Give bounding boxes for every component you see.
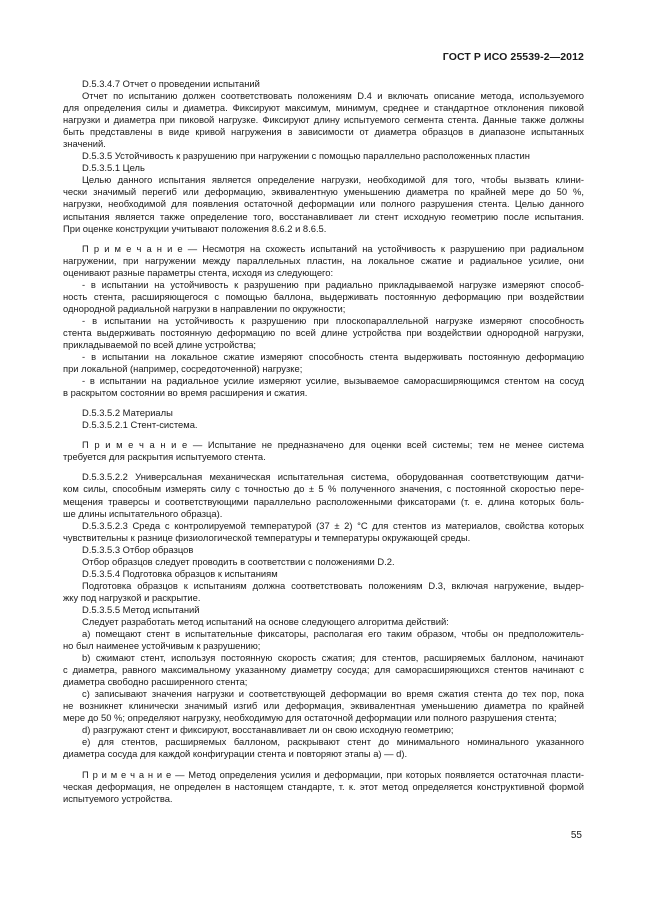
text-line: испытуемого устройства. xyxy=(63,792,173,804)
paragraph xyxy=(63,375,584,399)
standard-header: ГОСТ Р ИСО 25539-2—2012 xyxy=(442,51,584,63)
paragraph xyxy=(63,78,584,90)
text-line: Отбор образцов следует проводить в соответствии с положениями D.2. xyxy=(82,555,395,567)
text-line: - в испытании на локальное сжатие измеряют способность стента выдерживать постоянную деформацию xyxy=(82,351,584,363)
text-line: Отчет по испытанию должен соответствовать положениям D.4 и включать описание метода, используемого xyxy=(82,90,584,102)
paragraph xyxy=(63,544,584,556)
paragraph xyxy=(63,439,584,463)
paragraph xyxy=(63,736,584,760)
text-line: диаметра свободно расширенного стента; xyxy=(63,676,248,688)
text-line: не возникнет клинически значимый изгиб или деформация, эквивалентная уменьшению диаметра по крайней xyxy=(63,700,584,712)
text-line: оценивают разные параметры стента, исходя из следующего: xyxy=(63,266,334,278)
text-line: П р и м е ч а н и е — Испытание не предназначено для оценки всей системы; тем не менее система xyxy=(82,439,584,451)
text-line: D.5.3.5 Устойчивость к разрушению при нагружении с помощью параллельно расположенных пластин xyxy=(82,150,530,162)
text-line: для определения силы и диаметра. Фиксируют максимум, минимум, среднее и стандартное отклонения пиковой xyxy=(63,102,584,114)
paragraph xyxy=(63,652,584,688)
paragraph xyxy=(63,419,584,431)
paragraph xyxy=(63,580,584,604)
paragraph xyxy=(63,568,584,580)
text-line: a) помещают стент в испытательные фиксаторы, располагая его таким образом, чтобы он предположитель- xyxy=(82,628,584,640)
text-line: мещения траверсы и соответствующими параллельно расположенными фиксаторами (т. е. длина которых боль- xyxy=(63,495,584,507)
paragraph xyxy=(63,150,584,162)
paragraph xyxy=(63,315,584,351)
text-line: Следует разработать метод испытаний на основе следующего алгоритма действий: xyxy=(82,615,449,627)
text-line: b) сжимают стент, используя постоянную скорость сжатия; для стентов, расширяемых баллоном, начинают xyxy=(82,652,584,664)
text-line: нагружении, при нагружении между параллельных пластин, на локальное сжатие и радиальное усилие, они xyxy=(63,254,584,266)
text-line: ше длины испытательного образца). xyxy=(63,507,223,519)
text-line: но был наименее устойчивым к разрушению; xyxy=(63,640,261,652)
text-line: ность стента, расширяющегося с помощью баллона, выдерживать постоянную деформацию при воздействии xyxy=(63,290,584,302)
document-body xyxy=(63,78,584,805)
text-line: чески значимый перегиб или деформацию, эквивалентную уменьшению диаметра по крайней мере до 50 %, xyxy=(63,186,584,198)
text-line: в раскрытом состоянии во время расширения и сжатия. xyxy=(63,387,308,399)
text-line: - в испытании на устойчивость к разрушению при плоскопараллельной нагрузке измеряют способность xyxy=(82,314,584,326)
paragraph-gap xyxy=(63,463,584,471)
paragraph xyxy=(63,520,584,544)
paragraph xyxy=(63,556,584,568)
text-line: значений. xyxy=(63,138,106,150)
text-line: мере до 50 %; определяют нагрузку, необходимую для остаточной деформации или полного разрушения стента; xyxy=(63,712,557,724)
text-line: нагрузки, необходимой для появления остаточной деформации или полного разрушения стента. Целью данного xyxy=(63,198,584,210)
text-line: жку под нагрузкой и раскрытие. xyxy=(63,591,201,603)
text-line: стента выдерживать постоянную деформацию по всей длине устройства при воздействии однородной нагрузки, xyxy=(63,326,584,338)
text-line: однородной радиальной нагрузки в направлении по окружности; xyxy=(63,302,346,314)
paragraph-gap xyxy=(63,235,584,243)
text-line: D.5.3.5.4 Подготовка образцов к испытаниям xyxy=(82,567,278,579)
text-line: чувствительны к разнице физиологической температуры и температуры окружающей среды. xyxy=(63,531,471,543)
text-line: D.5.3.5.2.1 Стент-система. xyxy=(82,419,198,431)
paragraph xyxy=(63,769,584,805)
text-line: D.5.3.5.3 Отбор образцов xyxy=(82,543,194,555)
paragraph xyxy=(63,604,584,616)
text-line: Целью данного испытания является определение нагрузки, необходимой для того, чтобы вызвать клини- xyxy=(82,174,584,186)
text-line: - в испытании на радиальное усилие измеряют усилие, вызываемое саморасширяющимся стентом на сосуд xyxy=(82,375,584,387)
text-line: e) для стентов, расширяемых баллоном, раскрывают стент до минимального номинального указанного xyxy=(82,736,584,748)
paragraph-gap xyxy=(63,761,584,769)
paragraph xyxy=(63,724,584,736)
text-line: нагрузки и диаметра при пиковой нагрузке. Фиксируют длину испытуемого сегмента стента. Данные также должны xyxy=(63,114,584,126)
text-line: при локальной (например, сосредоточенной) нагрузке; xyxy=(63,363,303,375)
text-line: D.5.3.5.5 Метод испытаний xyxy=(82,603,200,615)
text-line: c) записывают значения нагрузки и соответствующей деформации во время сжатия стента до тех пор, пока xyxy=(82,688,584,700)
text-line: прикладываемой по всей длине устройства; xyxy=(63,338,257,350)
text-line: с диаметра, равного максимальному указанному диаметру сосуда; для саморасширяющихся стентов начинают с xyxy=(63,664,584,676)
paragraph xyxy=(63,688,584,724)
text-line: d) разгружают стент и фиксируют, восстанавливает ли он свою исходную геометрию; xyxy=(82,724,454,736)
text-line: Подготовка образцов к испытаниям должна соответствовать положениям D.3, включая нагружение, выдер- xyxy=(82,579,584,591)
paragraph xyxy=(63,162,584,174)
paragraph xyxy=(63,243,584,279)
paragraph xyxy=(63,90,584,150)
paragraph-gap xyxy=(63,399,584,407)
text-line: П р и м е ч а н и е — Несмотря на схожесть испытаний на устойчивость к разрушению при радиальном xyxy=(82,242,584,254)
paragraph xyxy=(63,628,584,652)
text-line: D.5.3.5.2 Материалы xyxy=(82,407,173,419)
text-line: - в испытании на устойчивость к разрушению при радиально прикладываемой нагрузке измеряют способ- xyxy=(82,278,584,290)
text-line: быть представлены в виде кривой нагружения в зависимости от диаметра образцов в диапазоне испытанных xyxy=(63,126,584,138)
text-line: диаметра сосуда для каждой конфигурации стента и повторяют этапы а) — d). xyxy=(63,748,408,760)
paragraph xyxy=(63,279,584,315)
text-line: ческая деформация, не определен в настоящем стандарте, т. к. этот метод определяется конструктивной формой xyxy=(63,780,584,792)
text-line: требуется для раскрытия испытуемого стента. xyxy=(63,451,266,463)
paragraph xyxy=(63,616,584,628)
text-line: D.5.3.4.7 Отчет о проведении испытаний xyxy=(82,78,260,89)
text-line: испытания является также определение того, восстанавливает ли стент исходную геометрию после испытания. xyxy=(63,210,584,222)
paragraph xyxy=(63,351,584,375)
text-line: D.5.3.5.2.3 Среда с контролируемой температурой (37 ± 2) °С для стентов из материалов, свойства которых xyxy=(82,519,584,531)
paragraph xyxy=(63,407,584,419)
paragraph-gap xyxy=(63,431,584,439)
text-line: D.5.3.5.2.2 Универсальная механическая испытательная система, оборудованная соответствующим датчи- xyxy=(82,471,584,483)
text-line: D.5.3.5.1 Цель xyxy=(82,162,145,174)
paragraph xyxy=(63,174,584,234)
text-line: При оценке конструкции учитывают положения 8.6.2 и 8.6.5. xyxy=(63,222,327,234)
text-line: ком силы, способным измерять силу с точностью до ± 5 % полученного значения, с постоянной скоростью пере- xyxy=(63,483,584,495)
paragraph xyxy=(63,471,584,519)
text-line: П р и м е ч а н и е — Метод определения усилия и деформации, при которых появляется остаточная пласти- xyxy=(82,768,584,780)
page-number: 55 xyxy=(570,830,582,841)
